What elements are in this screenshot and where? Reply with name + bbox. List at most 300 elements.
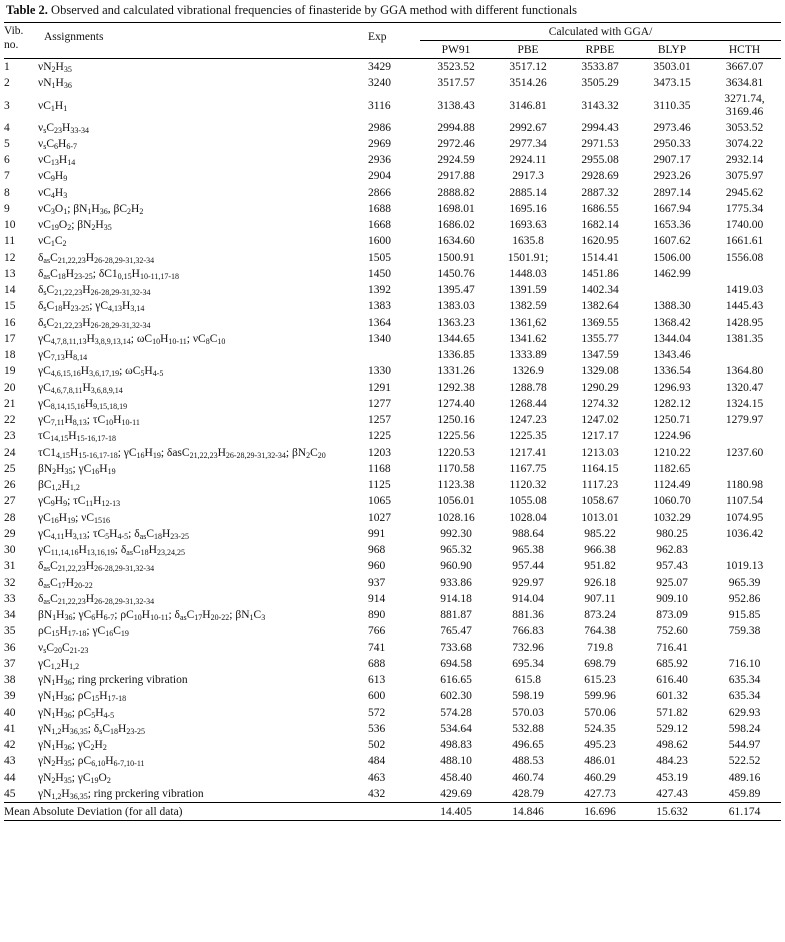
exp-cell: 1383: [368, 300, 391, 313]
vib-no-cell: 4: [4, 121, 10, 134]
value-cell-blyp: 3110.35: [653, 99, 691, 112]
value-cell-hcth: 1107.54: [726, 495, 763, 508]
value-cell-blyp: 1250.71: [653, 414, 691, 427]
value-cell-pw91: 488.10: [440, 755, 472, 768]
table-row: [4, 59, 781, 76]
vib-no-cell: 15: [4, 300, 16, 313]
exp-cell: 890: [368, 609, 386, 622]
value-cell-rpbe: 3143.32: [581, 99, 619, 112]
mad-blyp: 15.632: [636, 803, 708, 821]
value-cell-pw91: 1274.40: [437, 397, 475, 410]
assignment-cell: $\gamma N_1H_{36}$; $\rho C_{15}H_{17-18}$: [38, 690, 127, 704]
table-body: [4, 59, 781, 803]
value-cell-rpbe: 1686.55: [581, 202, 619, 215]
value-cell-pw91: 765.47: [440, 625, 472, 638]
exp-cell: 1277: [368, 397, 391, 410]
vib-no-cell: 37: [4, 657, 16, 670]
assignment-cell: $\nu C_{13}H_{14}$: [38, 154, 76, 168]
table-row: [4, 168, 781, 184]
vib-header-line1: Vib.: [4, 25, 24, 37]
value-cell-pbe: 1028.04: [509, 511, 547, 524]
assignment-cell: $\delta_{as}C_{21,22,23}H_{26-28,29-31,32-34}$: [38, 251, 155, 265]
mad-row: [4, 803, 781, 821]
value-cell-pw91: 1686.02: [437, 219, 475, 232]
value-cell-hcth: 3634.81: [725, 77, 764, 90]
exp-cell: 688: [368, 657, 386, 670]
exp-cell: 484: [368, 755, 386, 768]
exp-cell: 1340: [368, 332, 391, 345]
vib-no-cell: 25: [4, 462, 16, 475]
functional-header-blyp: BLYP: [636, 41, 708, 59]
value-cell-blyp: 1336.54: [653, 365, 691, 378]
table-row: [4, 640, 781, 656]
exp-cell: 2986: [368, 121, 391, 134]
value-cell-rpbe: 1013.01: [581, 511, 619, 524]
value-cell-rpbe: 1274.32: [581, 397, 619, 410]
value-cell-pbe: 1333.89: [509, 349, 547, 362]
table-row: [4, 558, 781, 574]
table-row: [4, 786, 781, 803]
value-cell-pw91: 1634.60: [437, 235, 475, 248]
exp-cell: 1291: [368, 381, 391, 394]
table-row: [4, 298, 781, 314]
mad-hcth: 61.174: [708, 803, 781, 821]
table-row: [4, 412, 781, 428]
value-cell-hcth: 522.52: [728, 755, 761, 768]
value-cell-pbe: 1288.78: [509, 381, 547, 394]
value-cell-hcth: 1428.95: [725, 316, 764, 329]
assignment-cell: $\nu N_1H_{36}$: [38, 77, 72, 91]
frequency-table: [4, 22, 781, 821]
value-cell-pw91: 1344.65: [437, 332, 475, 345]
vib-no-header: [4, 23, 38, 59]
value-cell-rpbe: 3505.29: [581, 77, 619, 90]
value-cell-pbe: 532.88: [512, 722, 544, 735]
value-cell-pw91: 933.86: [440, 576, 472, 589]
value-cell-pbe: 1167.75: [509, 462, 547, 475]
value-cell-pbe: 881.36: [512, 609, 544, 622]
exp-cell: 2936: [368, 154, 391, 167]
table-row: [4, 477, 781, 493]
value-cell-pbe: 2917.3: [512, 170, 544, 183]
vib-no-cell: 40: [4, 706, 16, 719]
value-cell-hcth: 2932.14: [725, 154, 764, 167]
value-cell-pbe: 1268.44: [509, 397, 547, 410]
value-cell-pw91: 1220.53: [437, 446, 475, 459]
exp-cell: 600: [368, 690, 386, 703]
value-cell-blyp: 453.19: [656, 771, 688, 784]
value-cell-blyp: 1210.22: [653, 446, 691, 459]
value-cell-pw91: 3138.43: [437, 99, 475, 112]
table-row: [4, 737, 781, 753]
exp-cell: 991: [368, 527, 386, 540]
value-cell-rpbe: 1382.64: [581, 300, 619, 313]
value-cell-pw91: 694.58: [440, 657, 472, 670]
vib-no-cell: 7: [4, 170, 10, 183]
value-cell-pw91: 1056.01: [437, 495, 475, 508]
value-cell-pbe: 1341.62: [509, 332, 547, 345]
value-cell-hcth: 759.38: [728, 625, 761, 638]
value-cell-rpbe: 1164.15: [581, 462, 619, 475]
table-row: [4, 315, 781, 331]
table-row: [4, 217, 781, 233]
exp-cell: 3429: [368, 61, 391, 74]
table-row: [4, 721, 781, 737]
value-cell-pw91: 992.30: [440, 527, 472, 540]
assignment-cell: $\gamma C_{4,7,8,11,13}H_{3,8,9,13,14}$; $\omega C_{10}H_{10-11}$; $\nu C_8C_{10}$: [38, 332, 226, 346]
value-cell-hcth: 716.10: [728, 657, 761, 670]
vib-no-cell: 6: [4, 154, 10, 167]
value-cell-pbe: 1217.41: [509, 446, 547, 459]
value-cell-pbe: 598.19: [512, 690, 544, 703]
value-cell-pw91: 1336.85: [437, 349, 475, 362]
value-cell-rpbe: 873.24: [584, 609, 616, 622]
exp-cell: 1668: [368, 219, 391, 232]
vib-no-cell: 3: [4, 99, 10, 112]
assignment-cell: $\gamma C_{11,14,16}H_{13,16,19}$; $\delta_{as}C_{18}H_{23,24,25}$: [38, 544, 185, 558]
value-cell-pbe: 1382.59: [509, 300, 547, 313]
vib-no-cell: 16: [4, 316, 16, 329]
assignment-cell: $\nu N_2H_{35}$: [38, 61, 72, 75]
value-cell-blyp: 1607.62: [653, 235, 691, 248]
table-row: [4, 575, 781, 591]
value-cell-blyp: 925.07: [656, 576, 688, 589]
value-cell-rpbe: 1247.02: [581, 414, 619, 427]
value-cell-blyp: 3503.01: [653, 61, 691, 74]
vib-no-cell: 1: [4, 61, 10, 74]
value-cell-pbe: 460.74: [512, 771, 544, 784]
caption-text: Observed and calculated vibrational frequencies of finasteride by GGA method with different functionals: [51, 3, 578, 17]
value-cell-blyp: 616.40: [656, 674, 688, 687]
table-row: [4, 656, 781, 672]
value-cell-rpbe: 2994.43: [581, 121, 619, 134]
exp-cell: 1257: [368, 414, 391, 427]
assignment-cell: $\nu C_4H_3$: [38, 186, 68, 200]
table-row: [4, 753, 781, 769]
value-cell-pbe: 1693.63: [509, 219, 547, 232]
value-cell-pw91: 2972.46: [437, 137, 475, 150]
vib-no-cell: 36: [4, 641, 16, 654]
vib-no-cell: 8: [4, 186, 10, 199]
value-cell-pw91: 498.83: [440, 739, 472, 752]
exp-cell: 3116: [368, 99, 391, 112]
value-cell-rpbe: 764.38: [584, 625, 616, 638]
value-cell-pw91: 1170.58: [437, 462, 475, 475]
value-cell-pw91: 1028.16: [437, 511, 475, 524]
assignment-cell: $\gamma C_{1,2}H_{1,2}$: [38, 657, 80, 671]
vib-no-cell: 42: [4, 739, 16, 752]
value-cell-hcth: [708, 266, 781, 282]
assignment-cell: $\beta C_{1,2}H_{1,2}$: [38, 479, 80, 493]
assignment-cell: $\nu_sC_{23}H_{33-34}$: [38, 121, 89, 135]
mad-pbe: 14.846: [492, 803, 564, 821]
value-cell-rpbe: 719.8: [587, 641, 613, 654]
value-cell-blyp: 685.92: [656, 657, 688, 670]
value-cell-blyp: 1368.42: [653, 316, 691, 329]
assignment-cell: $\gamma N_1H_{36}$; ring prckering vibration: [38, 674, 188, 688]
table-row: [4, 92, 781, 120]
value-cell-rpbe: 460.29: [584, 771, 616, 784]
exp-cell: 2866: [368, 186, 391, 199]
value-cell-pw91: 1450.76: [437, 267, 475, 280]
value-cell-hcth: 1279.97: [725, 414, 764, 427]
value-cell-pw91: 3523.52: [437, 61, 475, 74]
value-cell-blyp: 1032.29: [653, 511, 691, 524]
value-cell-pbe: 988.64: [512, 527, 544, 540]
table-row: [4, 542, 781, 558]
value-cell-rpbe: 427.73: [584, 787, 616, 800]
value-cell-blyp: 716.41: [656, 641, 688, 654]
value-cell-hcth: 915.85: [728, 609, 761, 622]
caption-label: Table 2.: [6, 3, 48, 17]
vib-no-cell: 11: [4, 235, 16, 248]
exp-cell: 2904: [368, 170, 391, 183]
value-cell-hcth: 635.34: [728, 690, 761, 703]
value-cell-rpbe: 570.06: [584, 706, 616, 719]
assignment-cell: $\gamma C_9H_9$; $\tau C_{11}H_{12-13}$: [38, 495, 121, 509]
value-cell-pw91: 1363.23: [437, 316, 475, 329]
assignment-cell: $\gamma C_{7,11}H_{8,13}$; $\tau C_{10}H_{10-11}$: [38, 414, 140, 428]
exp-cell: 1364: [368, 316, 391, 329]
table-row: [4, 380, 781, 396]
functional-header-hcth: HCTH: [708, 41, 781, 59]
value-cell-pbe: 965.38: [512, 544, 544, 557]
table-row: [4, 266, 781, 282]
value-cell-blyp: 2907.17: [653, 154, 691, 167]
assignment-cell: $\delta_{as}C_{17}H_{20-22}$: [38, 576, 93, 590]
exp-cell: 1065: [368, 495, 391, 508]
assignment-cell: $\delta_{as}C_{18}H_{23-25}$; $\delta C1_{0,15}H_{10-11,17-18}$: [38, 267, 180, 281]
table-row: [4, 461, 781, 477]
exp-cell: 2969: [368, 137, 391, 150]
value-cell-pw91: 1123.38: [437, 479, 475, 492]
assignment-cell: $\gamma C_{7,13}H_{8,14}$: [38, 349, 88, 363]
value-cell-blyp: 909.10: [656, 592, 688, 605]
header-row-1: [4, 23, 781, 41]
assignment-cell: $\beta N_2H_{35}$; $\gamma C_{16}H_{19}$: [38, 462, 116, 476]
vib-no-cell: 14: [4, 284, 16, 297]
value-cell-hcth: 1036.42: [725, 527, 764, 540]
exp-cell: 1203: [368, 446, 391, 459]
assignment-cell: $\gamma C_{4,6,15,16}H_{3,6,17,19}$; $\omega C_5H_{4-5}$: [38, 365, 164, 379]
value-cell-hcth: [708, 428, 781, 444]
exp-cell: 432: [368, 787, 386, 800]
assignment-cell: $\gamma C_{4,6,7,8,11}H_{3,6,8,9,14}$: [38, 381, 123, 395]
vib-no-cell: 43: [4, 755, 16, 768]
value-cell-pw91: 960.90: [440, 560, 472, 573]
table-row: [4, 347, 781, 363]
assignment-cell: $\gamma N_2H_{35}$; $\gamma C_{19}O_2$: [38, 771, 111, 785]
value-cell-pw91: 602.30: [440, 690, 472, 703]
value-cell-rpbe: 2971.53: [581, 137, 619, 150]
value-cell-pw91: 733.68: [440, 641, 472, 654]
value-cell-hcth: 544.97: [728, 739, 761, 752]
value-cell-rpbe: 615.23: [584, 674, 616, 687]
assignment-cell: $\tau C_{14,15}H_{15-16,17-18}$: [38, 430, 116, 444]
value-cell-hcth: 1019.13: [725, 560, 764, 573]
value-cell-hcth: 952.86: [728, 592, 761, 605]
value-cell-rpbe: 1682.14: [581, 219, 619, 232]
value-cell-rpbe: 1402.34: [581, 284, 619, 297]
table-row: [4, 363, 781, 379]
value-cell-pbe: 1391.59: [509, 284, 547, 297]
value-cell-rpbe: 985.22: [584, 527, 616, 540]
value-cell-hcth: 1445.43: [725, 300, 764, 313]
value-cell-pw91: 574.28: [440, 706, 472, 719]
value-cell-blyp: 529.12: [656, 722, 688, 735]
table-row: [4, 136, 781, 152]
value-cell-rpbe: 3533.87: [581, 61, 619, 74]
exp-cell: 1330: [368, 365, 391, 378]
assignment-cell: $\delta_sC_{21,22,23}H_{26-28,29-31,32-34}$: [38, 284, 151, 298]
value-cell-pw91: 1383.03: [437, 300, 475, 313]
value-cell-pw91: 881.87: [440, 609, 472, 622]
value-cell-pw91: 2888.82: [437, 186, 475, 199]
table-row: [4, 526, 781, 542]
vib-no-cell: 13: [4, 267, 16, 280]
exp-cell: 572: [368, 706, 386, 719]
value-cell-hcth: 1419.03: [725, 284, 764, 297]
value-cell-rpbe: 1058.67: [581, 495, 619, 508]
value-cell-rpbe: 1514.41: [581, 251, 619, 264]
value-cell-pw91: 429.69: [440, 787, 472, 800]
value-cell-hcth: 1180.98: [726, 479, 763, 492]
value-cell-hcth: 3075.97: [725, 170, 764, 183]
table-row: [4, 185, 781, 201]
vib-no-cell: 5: [4, 137, 10, 150]
value-cell-pw91: 1395.47: [437, 284, 475, 297]
table-row: [4, 75, 781, 91]
value-cell-rpbe: 966.38: [584, 544, 616, 557]
exp-cell: 1688: [368, 202, 391, 215]
value-cell-pbe: 695.34: [512, 657, 544, 670]
value-cell-pbe: 1695.16: [509, 202, 547, 215]
value-cell-rpbe: 1213.03: [581, 446, 619, 459]
value-cell-pw91: 965.32: [440, 544, 472, 557]
value-cell-pw91: 1225.56: [437, 430, 475, 443]
exp-cell: 536: [368, 722, 386, 735]
assignment-cell: $\delta_{as}C_{21,22,23}H_{26-28,29-31,32-34}$: [38, 560, 155, 574]
value-cell-hcth: 1775.34: [725, 202, 764, 215]
exp-cell: 463: [368, 771, 386, 784]
exp-cell: 741: [368, 641, 386, 654]
value-cell-pbe: 2977.34: [509, 137, 547, 150]
exp-cell: 1392: [368, 284, 391, 297]
value-cell-pw91: 3517.57: [437, 77, 475, 90]
mad-rpbe: 16.696: [564, 803, 636, 821]
assignment-cell: $\gamma C_{4,11}H_{3,13}$; $\tau C_5H_{4-5}$; $\delta_{as}C_{18}H_{23-25}$: [38, 527, 189, 541]
value-cell-blyp: 1667.94: [653, 202, 691, 215]
value-cell-pbe: 3146.81: [509, 99, 547, 112]
exp-cell: 1450: [368, 267, 391, 280]
value-cell-hcth: 1074.95: [725, 511, 764, 524]
value-cell-pbe: 1225.35: [509, 430, 547, 443]
vib-no-cell: 44: [4, 771, 16, 784]
vib-no-cell: 35: [4, 625, 16, 638]
assignment-cell: $\nu_sC_6H_{6-7}$: [38, 137, 77, 151]
assignment-cell: $\delta_sC_{18}H_{23-25}$; $\gamma C_{4,13}H_{3,14}$: [38, 300, 145, 314]
value-cell-blyp: 1296.93: [653, 381, 691, 394]
value-cell-blyp: 1506.00: [653, 251, 691, 264]
assignment-cell: $\beta N_1H_{36}$; $\gamma C_6H_{6-7}$; $\rho C_{10}H_{10-11}$; $\delta_{as}C_{17}H_{20-22}$; $\beta N_1C_3$: [38, 609, 266, 623]
value-cell-hcth: 1381.35: [725, 332, 764, 345]
value-cell-pbe: 570.03: [512, 706, 544, 719]
assignment-cell: $\gamma C_{16}H_{19}$; $\nu C_{1516}$: [38, 511, 111, 525]
table-row: [4, 233, 781, 249]
table-row: [4, 493, 781, 509]
value-cell-rpbe: 524.35: [584, 722, 616, 735]
value-cell-blyp: 2950.33: [653, 137, 691, 150]
assignment-cell: $\nu C_{19}O_2$; $\beta N_2H_{35}$: [38, 219, 112, 233]
value-cell-hcth: [708, 347, 781, 363]
vib-no-cell: 27: [4, 495, 16, 508]
assignment-cell: $\gamma N_2H_{35}$; $\rho C_{6,10}H_{6-7,10-11}$: [38, 755, 145, 769]
value-cell-hcth: 1556.08: [725, 251, 764, 264]
value-cell-blyp: 1182.65: [653, 462, 691, 475]
value-cell-rpbe: 951.82: [584, 560, 616, 573]
vib-no-cell: 10: [4, 219, 16, 232]
exp-cell: 613: [368, 674, 386, 687]
value-cell-hcth: 3053.52: [725, 121, 764, 134]
value-cell-pbe: 488.53: [512, 755, 544, 768]
exp-cell: 1027: [368, 511, 391, 524]
value-cell-blyp: 484.23: [656, 755, 688, 768]
vib-no-cell: 26: [4, 479, 16, 492]
assignment-cell: $\gamma N_1H_{36}$; $\rho C_5H_{4-5}$: [38, 706, 115, 720]
value-cell-hcth: 1237.60: [725, 446, 764, 459]
value-cell-rpbe: 907.11: [584, 592, 616, 605]
value-cell-pbe: 2885.14: [509, 186, 547, 199]
value-cell-hcth: [708, 640, 781, 656]
assignment-cell: $\delta_sC_{21,22,23}H_{26-28,29-31,32-34}$: [38, 316, 151, 330]
value-cell-blyp: 427.43: [656, 787, 688, 800]
value-cell-rpbe: 1355.77: [581, 332, 619, 345]
value-cell-pbe: 3514.26: [509, 77, 547, 90]
assignment-cell: $\gamma N_{1,2}H_{36,35}$; $\delta_sC_{18}H_{23-25}$: [38, 722, 145, 736]
exp-cell: 3240: [368, 77, 391, 90]
mad-pw91: 14.405: [420, 803, 492, 821]
value-cell-pw91: 1331.26: [437, 365, 475, 378]
table-row: [4, 623, 781, 639]
exp-cell: 1168: [368, 462, 391, 475]
assignment-cell: $\nu C_1H_1$: [38, 99, 68, 113]
value-cell-pw91: 1698.01: [437, 202, 475, 215]
table-row: [4, 672, 781, 688]
value-cell-blyp: 1060.70: [653, 495, 691, 508]
exp-cell: [368, 347, 420, 363]
table-row: [4, 152, 781, 168]
value-cell-hcth: 459.89: [728, 787, 761, 800]
assignment-cell: $\gamma N_{1,2}H_{36,35}$; ring prckering vibration: [38, 787, 204, 801]
value-cell-blyp: 2897.14: [653, 186, 691, 199]
value-cell-pw91: 2994.88: [437, 121, 475, 134]
functional-header-pbe: PBE: [492, 41, 564, 59]
value-cell-rpbe: 1451.86: [581, 267, 619, 280]
value-cell-hcth: 1324.15: [725, 397, 764, 410]
vib-no-cell: 18: [4, 349, 16, 362]
value-cell-pbe: 3517.12: [509, 61, 547, 74]
value-cell-hcth: [708, 542, 781, 558]
exp-cell: 1125: [368, 479, 391, 492]
assignment-cell: $\nu_sC_{20}C_{21-23}$: [38, 641, 89, 655]
vib-no-cell: 19: [4, 365, 16, 378]
value-cell-rpbe: 698.79: [584, 657, 616, 670]
value-cell-rpbe: 599.96: [584, 690, 616, 703]
vib-no-cell: 20: [4, 381, 16, 394]
exp-cell: 914: [368, 592, 386, 605]
table-caption: [6, 3, 577, 18]
assignment-cell: $\delta_{as}C_{21,22,23}H_{26-28,29-31,32-34}$: [38, 592, 155, 606]
